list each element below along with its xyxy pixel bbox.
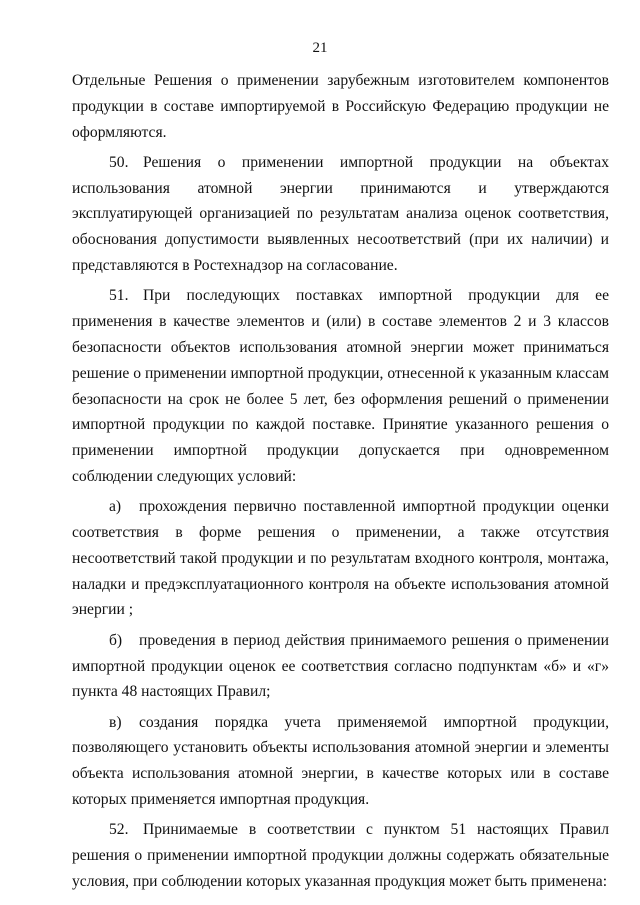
subparagraph-a	[72, 494, 609, 623]
subparagraph-v-text: создания порядка учета применяемой импортной продукции, позволяющего установить объекты использования атомной энергии и элементы объекта использования атомной энергии, в качестве которых или в составе которых применяется импортная продукция.	[72, 713, 609, 809]
subparagraph-v	[72, 710, 609, 813]
page-number: 21	[312, 40, 328, 56]
subparagraph-a-text: прохождения первично поставленной импортной продукции оценки соответствия в форме решения о применении, а также отсутствия несоответствий такой продукции и по результатам входного контроля, монтажа, наладки и предэксплуатационного контроля на объекте использования атомной энергии ;	[72, 498, 609, 619]
paragraph-51	[72, 283, 609, 489]
paragraph-continuation: Отдельные Решения о применении зарубежным изготовителем компонентов продукции в составе импортируемой в Российскую Федерацию продукции не оформляются.	[72, 72, 609, 141]
paragraph-52-number: 52.	[109, 821, 129, 839]
paragraph-50-text: Решения о применении импортной продукции на объектах использования атомной энергии принимаются и утверждаются эксплуатирующей организацией по результатам анализа оценок соответствия, обоснования допустимости выявленных несоответствий (при их наличии) и представляются в Ростехнадзор на согласование.	[72, 153, 609, 275]
paragraph-52-text: Принимаемые в соответствии с пунктом 51 настоящих Правил решения о применении импортной продукции должны содержать обязательные условия, при соблюдении которых указанная продукция может быть применена:	[72, 821, 609, 890]
document-body	[72, 68, 609, 899]
subparagraph-b	[72, 628, 609, 705]
paragraph-50-number: 50.	[109, 153, 129, 171]
paragraph-51-text: При последующих поставках импортной продукции для ее применения в качестве элементов и (или) в составе элементов 2 и 3 классов безопасности объектов использования атомной энергии может приниматься решение о применении импортной продукции, отнесенной к указанным классам безопасности на срок не более 5 лет, без оформления решений о применении импортной продукции по каждой поставке. Принятие указанного решения о применении импортной продукции допускается при одновременном соблюдении следующих условий:	[72, 287, 609, 485]
paragraph-52	[72, 817, 609, 894]
subparagraph-a-label: а)	[109, 498, 122, 516]
subparagraph-b-label: б)	[109, 631, 123, 649]
paragraph-51-number: 51.	[109, 287, 129, 305]
subparagraph-v-label: в)	[109, 713, 122, 731]
paragraph-50	[72, 150, 609, 279]
subparagraph-b-text: проведения в период действия принимаемого решения о применении импортной продукции оценок ее соответствия согласно подпунктам «б» и «г» пункта 48 настоящих Правил;	[72, 631, 609, 701]
